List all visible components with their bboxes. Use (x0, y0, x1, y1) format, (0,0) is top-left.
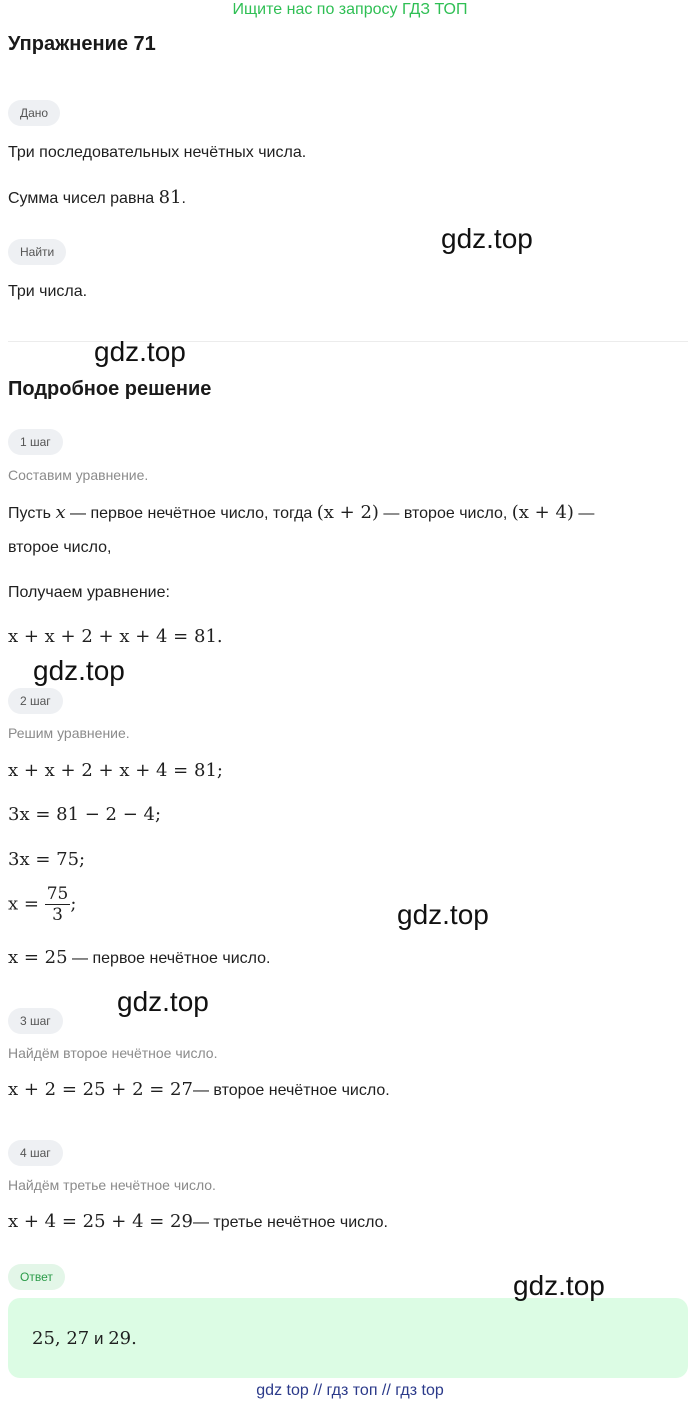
step2-eq-2: 3x = 81 − 2 − 4; (8, 804, 162, 825)
answer-chip: Ответ (8, 1264, 65, 1290)
step1-p2: — первое нечётное число, тогда (65, 505, 317, 522)
step2-eq-5-math: x = 25 (8, 947, 68, 968)
step1-caption: Составим уравнение. (8, 467, 149, 483)
step4-eq-text: — третье нечётное число. (192, 1214, 388, 1231)
step4-eq-math: x + 4 = 25 + 4 = 29 (8, 1211, 193, 1232)
answer-text (32, 1328, 137, 1349)
step2-eq-3: 3x = 75; (8, 849, 86, 870)
answer-n1: 25, 27 (32, 1328, 90, 1349)
given-line-2 (8, 187, 186, 208)
page-title: Упражнение 71 (8, 33, 156, 55)
watermark: gdz.top (397, 899, 489, 930)
step1-p4: — (573, 505, 595, 522)
watermark: gdz.top (33, 655, 125, 686)
step2-eq-1: x + x + 2 + x + 4 = 81; (8, 760, 223, 781)
top-banner[interactable]: Ищите нас по запросу ГДЗ ТОП (232, 1, 468, 18)
step3-caption: Найдём второе нечётное число. (8, 1045, 218, 1061)
fraction-numerator: 75 (46, 884, 69, 904)
step1-p3: — второе число, (378, 505, 512, 522)
answer-n2: 29 (108, 1328, 132, 1349)
watermark: gdz.top (117, 986, 209, 1017)
given-line-1: Три последовательных нечётных числа. (8, 144, 307, 161)
given-line-2-math: 81 (158, 187, 182, 208)
step1-p1: Пусть (8, 505, 56, 522)
watermark: gdz.top (94, 336, 186, 367)
step1-text-line-1 (8, 502, 594, 523)
fraction (45, 884, 71, 925)
find-line: Три числа. (8, 283, 88, 300)
given-chip: Дано (8, 100, 60, 126)
step1-text-line-2: второе число, (8, 539, 112, 556)
footer-links[interactable]: gdz top // гдз топ // гдз top (256, 1382, 444, 1399)
answer-end: . (131, 1328, 137, 1349)
step1-chip: 1 шаг (8, 429, 63, 455)
step2-eq-5-text: — первое нечётное число. (67, 950, 271, 967)
step2-eq-4-end: ; (70, 893, 77, 915)
answer-and: и (89, 1329, 109, 1348)
solution-title: Подробное решение (8, 378, 212, 400)
step3-chip: 3 шаг (8, 1008, 63, 1034)
step2-caption: Решим уравнение. (8, 725, 130, 741)
step3-eq-text: — второе нечётное число. (192, 1082, 390, 1099)
step3-equation (8, 1079, 390, 1100)
step4-equation (8, 1211, 388, 1232)
step1-x: x (55, 502, 66, 523)
step2-chip: 2 шаг (8, 688, 63, 714)
step2-eq-4 (8, 884, 76, 925)
step2-eq-4-lhs: x = (8, 893, 45, 915)
step4-caption: Найдём третье нечётное число. (8, 1177, 216, 1193)
fraction-denominator: 3 (52, 905, 63, 925)
step1-m2: (x + 4) (511, 502, 574, 523)
given-line-2-text: Сумма чисел равна (8, 190, 159, 207)
step4-chip: 4 шаг (8, 1140, 63, 1166)
step1-text-line-3: Получаем уравнение: (8, 584, 170, 601)
watermark: gdz.top (441, 223, 533, 254)
step1-m1: (x + 2) (316, 502, 379, 523)
step1-equation: x + x + 2 + x + 4 = 81. (8, 626, 223, 647)
step2-eq-5 (8, 947, 270, 968)
watermark: gdz.top (513, 1270, 605, 1301)
find-chip: Найти (8, 239, 66, 265)
step3-eq-math: x + 2 = 25 + 2 = 27 (8, 1079, 193, 1100)
given-line-2-end: . (181, 190, 186, 207)
